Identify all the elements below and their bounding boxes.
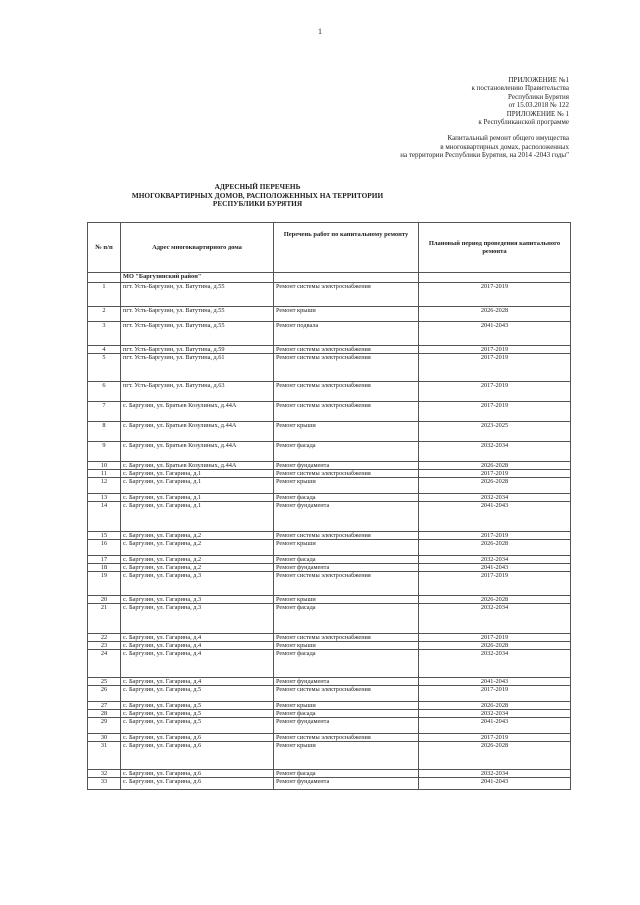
row-work: Ремонт системы электроснабжения bbox=[274, 532, 419, 540]
annex-line: ПРИЛОЖЕНИЕ №1 bbox=[508, 76, 569, 84]
row-work: Ремонт фундамента bbox=[274, 462, 419, 470]
row-work: Ремонт фундамента bbox=[274, 564, 419, 572]
table-header-row bbox=[88, 223, 571, 273]
row-number: 16 bbox=[88, 540, 121, 556]
title-line: АДРЕСНЫЙ ПЕРЕЧЕНЬ bbox=[214, 182, 301, 191]
table-row bbox=[88, 572, 571, 596]
row-address: с. Баргузин, ул. Гагарина, д.4 bbox=[121, 634, 274, 642]
table-row bbox=[88, 442, 571, 462]
row-period: 2026-2028 bbox=[419, 596, 571, 604]
row-period: 2041-2043 bbox=[419, 564, 571, 572]
row-period: 2026-2028 bbox=[419, 642, 571, 650]
row-address: пгт. Усть-Баргузин, ул. Ватутина, д.61 bbox=[121, 354, 274, 382]
row-number: 22 bbox=[88, 634, 121, 642]
row-number: 1 bbox=[88, 283, 121, 307]
table-row bbox=[88, 718, 571, 734]
row-address: с. Баргузин, ул. Братьев Козулиных, д.44А bbox=[121, 422, 274, 442]
row-period: 2017-2019 bbox=[419, 346, 571, 354]
row-work: Ремонт фасада bbox=[274, 494, 419, 502]
row-work: Ремонт крыши bbox=[274, 702, 419, 710]
column-header: № п/п bbox=[88, 223, 121, 273]
annex-line: к Республиканской программе bbox=[478, 118, 569, 127]
table-row bbox=[88, 564, 571, 572]
section-cell-empty bbox=[274, 273, 419, 283]
row-period: 2026-2028 bbox=[419, 742, 571, 770]
table-row bbox=[88, 742, 571, 770]
table-row bbox=[88, 462, 571, 470]
table-row bbox=[88, 422, 571, 442]
row-period: 2041-2043 bbox=[419, 322, 571, 346]
row-period: 2017-2019 bbox=[419, 402, 571, 422]
annex-line: от 15.03.2018 № 122 bbox=[508, 101, 569, 110]
row-address: с. Баргузин, ул. Братьев Козулиных, д.44А bbox=[121, 462, 274, 470]
row-period: 2041-2043 bbox=[419, 678, 571, 686]
table-row bbox=[88, 494, 571, 502]
annex-line: ПРИЛОЖЕНИЕ № 1 bbox=[506, 109, 569, 118]
row-work: Ремонт фасада bbox=[274, 770, 419, 778]
row-number: 11 bbox=[88, 470, 121, 478]
row-address: с. Баргузин, ул. Гагарина, д.1 bbox=[121, 502, 274, 532]
row-work: Ремонт системы электроснабжения bbox=[274, 346, 419, 354]
row-work: Ремонт фундамента bbox=[274, 502, 419, 532]
row-address: с. Баргузин, ул. Братьев Козулиных, д.44А bbox=[121, 402, 274, 422]
row-period: 2026-2028 bbox=[419, 307, 571, 322]
row-period: 2017-2019 bbox=[419, 634, 571, 642]
row-work: Ремонт крыши bbox=[274, 642, 419, 650]
row-work: Ремонт фундамента bbox=[274, 718, 419, 734]
row-number: 15 bbox=[88, 532, 121, 540]
row-address: пгт. Усть-Баргузин, ул. Ватутина, д.55 bbox=[121, 283, 274, 307]
column-header: Плановый период проведения капитального ремонта bbox=[419, 223, 571, 273]
table-row bbox=[88, 382, 571, 402]
row-work: Ремонт системы электроснабжения bbox=[274, 470, 419, 478]
row-work: Ремонт крыши bbox=[274, 596, 419, 604]
row-number: 32 bbox=[88, 770, 121, 778]
table-row bbox=[88, 322, 571, 346]
row-number: 28 bbox=[88, 710, 121, 718]
section-cell-empty bbox=[88, 273, 121, 283]
table-row bbox=[88, 283, 571, 307]
row-period: 2032-2034 bbox=[419, 494, 571, 502]
row-number: 8 bbox=[88, 422, 121, 442]
row-work: Ремонт крыши bbox=[274, 742, 419, 770]
row-address: с. Баргузин, ул. Гагарина, д.1 bbox=[121, 470, 274, 478]
row-number: 14 bbox=[88, 502, 121, 532]
annex-line: Капитальный ремонт общего имущества bbox=[447, 134, 569, 143]
row-number: 9 bbox=[88, 442, 121, 462]
row-address: с. Баргузин, ул. Гагарина, д.3 bbox=[121, 572, 274, 596]
row-work: Ремонт системы электроснабжения bbox=[274, 686, 419, 702]
column-header: Адрес многоквартирного дома bbox=[121, 223, 274, 273]
table-row bbox=[88, 532, 571, 540]
row-work: Ремонт фасада bbox=[274, 710, 419, 718]
row-address: с. Баргузин, ул. Гагарина, д.6 bbox=[121, 778, 274, 790]
row-number: 19 bbox=[88, 572, 121, 596]
row-address: с. Баргузин, ул. Гагарина, д.4 bbox=[121, 642, 274, 650]
row-period: 2017-2019 bbox=[419, 470, 571, 478]
row-number: 2 bbox=[88, 307, 121, 322]
row-number: 7 bbox=[88, 402, 121, 422]
table-row bbox=[88, 642, 571, 650]
address-table bbox=[87, 222, 571, 790]
table-row bbox=[88, 710, 571, 718]
row-address: с. Баргузин, ул. Гагарина, д.2 bbox=[121, 532, 274, 540]
row-address: пгт. Усть-Баргузин, ул. Ватутина, д.59 bbox=[121, 346, 274, 354]
row-period: 2017-2019 bbox=[419, 532, 571, 540]
table-row bbox=[88, 354, 571, 382]
row-work: Ремонт системы электроснабжения bbox=[274, 634, 419, 642]
row-number: 29 bbox=[88, 718, 121, 734]
table-row bbox=[88, 778, 571, 790]
row-work: Ремонт крыши bbox=[274, 307, 419, 322]
table-row bbox=[88, 556, 571, 564]
row-period: 2023-2025 bbox=[419, 422, 571, 442]
row-period: 2032-2034 bbox=[419, 770, 571, 778]
row-address: с. Баргузин, ул. Гагарина, д.2 bbox=[121, 564, 274, 572]
row-number: 23 bbox=[88, 642, 121, 650]
row-address: с. Баргузин, ул. Братьев Козулиных, д.44А bbox=[121, 442, 274, 462]
annex-line: на территории Республики Бурятия, на 2014 -2043 годы" bbox=[400, 151, 569, 160]
row-number: 3 bbox=[88, 322, 121, 346]
document-title bbox=[120, 183, 395, 209]
row-period: 2017-2019 bbox=[419, 686, 571, 702]
section-cell-empty bbox=[419, 273, 571, 283]
row-period: 2026-2028 bbox=[419, 478, 571, 494]
row-period: 2026-2028 bbox=[419, 702, 571, 710]
row-address: с. Баргузин, ул. Гагарина, д.5 bbox=[121, 710, 274, 718]
row-work: Ремонт фасада bbox=[274, 604, 419, 634]
row-number: 30 bbox=[88, 734, 121, 742]
row-work: Ремонт фасада bbox=[274, 556, 419, 564]
annex-line: в многоквартирных домах, расположенных bbox=[440, 142, 569, 151]
row-address: с. Баргузин, ул. Гагарина, д.1 bbox=[121, 494, 274, 502]
row-number: 5 bbox=[88, 354, 121, 382]
row-period: 2032-2034 bbox=[419, 604, 571, 634]
row-period: 2017-2019 bbox=[419, 572, 571, 596]
row-number: 10 bbox=[88, 462, 121, 470]
row-address: с. Баргузин, ул. Гагарина, д.5 bbox=[121, 702, 274, 710]
row-number: 21 bbox=[88, 604, 121, 634]
row-period: 2017-2019 bbox=[419, 283, 571, 307]
row-address: пгт. Усть-Баргузин, ул. Ватутина, д.55 bbox=[121, 307, 274, 322]
row-number: 31 bbox=[88, 742, 121, 770]
table-row bbox=[88, 307, 571, 322]
table-row bbox=[88, 770, 571, 778]
row-work: Ремонт системы электроснабжения bbox=[274, 382, 419, 402]
row-address: с. Баргузин, ул. Гагарина, д.6 bbox=[121, 770, 274, 778]
table-row bbox=[88, 478, 571, 494]
row-address: пгт. Усть-Баргузин, ул. Ватутина, д.55 bbox=[121, 322, 274, 346]
table-row bbox=[88, 702, 571, 710]
row-address: с. Баргузин, ул. Гагарина, д.5 bbox=[121, 686, 274, 702]
row-period: 2032-2034 bbox=[419, 556, 571, 564]
row-address: с. Баргузин, ул. Гагарина, д.5 bbox=[121, 718, 274, 734]
row-period: 2032-2034 bbox=[419, 442, 571, 462]
row-period: 2041-2043 bbox=[419, 778, 571, 790]
row-address: с. Баргузин, ул. Гагарина, д.6 bbox=[121, 742, 274, 770]
annex-line: к постановлению Правительства bbox=[471, 84, 569, 93]
row-work: Ремонт фасада bbox=[274, 442, 419, 462]
row-number: 27 bbox=[88, 702, 121, 710]
title-line: РЕСПУБЛИКИ БУРЯТИЯ bbox=[212, 199, 303, 209]
row-work: Ремонт крыши bbox=[274, 422, 419, 442]
row-number: 25 bbox=[88, 678, 121, 686]
table-row bbox=[88, 402, 571, 422]
row-address: с. Баргузин, ул. Гагарина, д.6 bbox=[121, 734, 274, 742]
row-address: с. Баргузин, ул. Гагарина, д.2 bbox=[121, 556, 274, 564]
row-number: 13 bbox=[88, 494, 121, 502]
table-row bbox=[88, 678, 571, 686]
row-number: 4 bbox=[88, 346, 121, 354]
row-number: 26 bbox=[88, 686, 121, 702]
table-row bbox=[88, 634, 571, 642]
row-period: 2032-2034 bbox=[419, 650, 571, 678]
row-address: с. Баргузин, ул. Гагарина, д.1 bbox=[121, 478, 274, 494]
row-period: 2026-2028 bbox=[419, 540, 571, 556]
table-row bbox=[88, 686, 571, 702]
row-number: 18 bbox=[88, 564, 121, 572]
row-address: пгт. Усть-Баргузин, ул. Ватутина, д.63 bbox=[121, 382, 274, 402]
row-number: 17 bbox=[88, 556, 121, 564]
row-work: Ремонт подвала bbox=[274, 322, 419, 346]
row-period: 2041-2043 bbox=[419, 718, 571, 734]
row-period: 2032-2034 bbox=[419, 710, 571, 718]
table-row bbox=[88, 346, 571, 354]
row-period: 2017-2019 bbox=[419, 734, 571, 742]
row-number: 12 bbox=[88, 478, 121, 494]
table-row bbox=[88, 596, 571, 604]
section-row bbox=[88, 273, 571, 283]
row-number: 20 bbox=[88, 596, 121, 604]
row-address: с. Баргузин, ул. Гагарина, д.3 bbox=[121, 604, 274, 634]
row-period: 2017-2019 bbox=[419, 382, 571, 402]
row-address: с. Баргузин, ул. Гагарина, д.2 bbox=[121, 540, 274, 556]
table-row bbox=[88, 470, 571, 478]
row-period: 2026-2028 bbox=[419, 462, 571, 470]
row-work: Ремонт системы электроснабжения bbox=[274, 354, 419, 382]
row-number: 33 bbox=[88, 778, 121, 790]
row-address: с. Баргузин, ул. Гагарина, д.4 bbox=[121, 650, 274, 678]
row-work: Ремонт фасада bbox=[274, 650, 419, 678]
row-work: Ремонт крыши bbox=[274, 478, 419, 494]
table-row bbox=[88, 734, 571, 742]
row-address: с. Баргузин, ул. Гагарина, д.3 bbox=[121, 596, 274, 604]
table-row bbox=[88, 604, 571, 634]
row-number: 6 bbox=[88, 382, 121, 402]
row-work: Ремонт системы электроснабжения bbox=[274, 283, 419, 307]
row-number: 24 bbox=[88, 650, 121, 678]
row-work: Ремонт системы электроснабжения bbox=[274, 734, 419, 742]
row-work: Ремонт фундамента bbox=[274, 678, 419, 686]
title-line: МНОГОКВАРТИРНЫХ ДОМОВ, РАСПОЛОЖЕННЫХ НА ТЕРРИТОРИИ bbox=[131, 190, 384, 200]
row-period: 2041-2043 bbox=[419, 502, 571, 532]
section-label: МО "Баргузинский район" bbox=[121, 273, 274, 283]
table-row bbox=[88, 540, 571, 556]
table-row bbox=[88, 502, 571, 532]
row-work: Ремонт системы электроснабжения bbox=[274, 572, 419, 596]
row-work: Ремонт системы электроснабжения bbox=[274, 402, 419, 422]
row-work: Ремонт крыши bbox=[274, 540, 419, 556]
annex-block bbox=[269, 76, 569, 160]
column-header: Перечень работ по капитальному ремонту bbox=[274, 223, 419, 273]
row-period: 2017-2019 bbox=[419, 354, 571, 382]
row-work: Ремонт фундамента bbox=[274, 778, 419, 790]
page-number: 1 bbox=[318, 27, 322, 36]
row-address: с. Баргузин, ул. Гагарина, д.4 bbox=[121, 678, 274, 686]
table-row bbox=[88, 650, 571, 678]
annex-line: Республики Бурятия bbox=[508, 92, 569, 101]
